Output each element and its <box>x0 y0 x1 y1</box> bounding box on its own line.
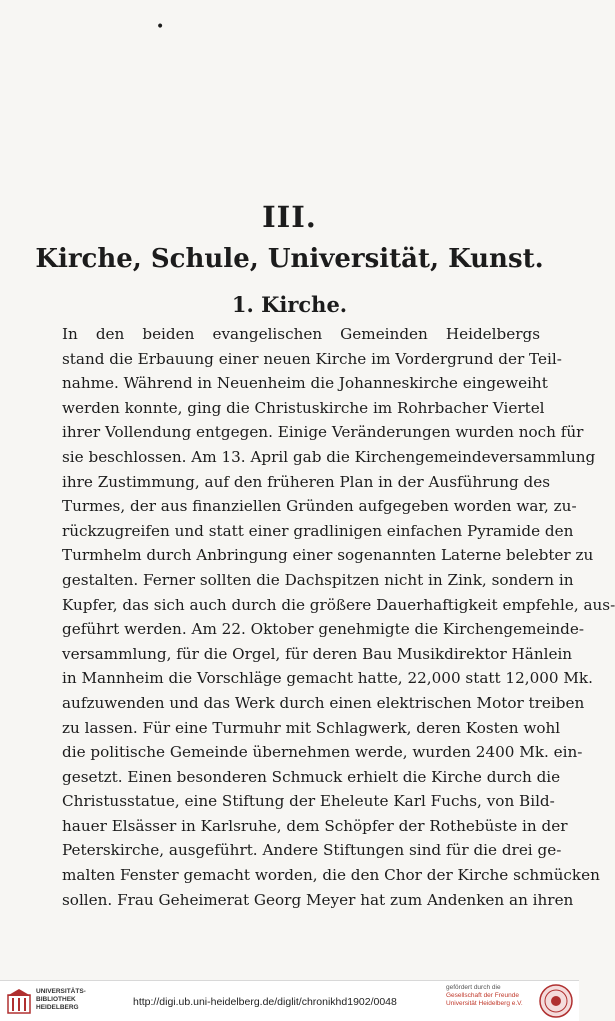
chapter-number: III. <box>262 200 317 234</box>
funding-note <box>446 984 536 1008</box>
text-line: gestalten. Ferner sollten die Dachspitzen nicht in Zink, sondern in <box>62 570 574 589</box>
body-text <box>62 322 615 912</box>
text-line: nahme. Während in Neuenheim die Johanneskirche eingeweiht <box>62 374 548 393</box>
text-line: sie beschlossen. Am 13. April gab die Kirchengemeindeversammlung <box>62 447 596 466</box>
text-line: ihrer Vollendung entgegen. Einige Veränderungen wurden noch für <box>62 423 584 442</box>
print-mark: • <box>156 19 165 35</box>
library-name: UNIVERSITÄTS- BIBLIOTHEK HEIDELBERG <box>36 988 86 1011</box>
text-line: zu lassen. Für eine Turmuhr mit Schlagwerk, deren Kosten wohl <box>62 718 561 737</box>
text-line: geführt werden. Am 22. Oktober genehmigte die Kirchengemeinde- <box>62 620 585 639</box>
text-line: Peterskirche, ausgeführt. Andere Stiftungen sind für die drei ge- <box>62 841 562 860</box>
footer-bar <box>0 980 579 1021</box>
funded-by-label: gefördert durch die <box>446 984 501 991</box>
chapter-title: Kirche, Schule, Universität, Kunst. <box>35 244 544 274</box>
text-line: aufzuwenden und das Werk durch einen elektrischen Motor treiben <box>62 693 585 712</box>
text-line: in Mannheim die Vorschläge gemacht hatte, 22,000 statt 12,000 Mk. <box>62 669 593 688</box>
text-line: gesetzt. Einen besonderen Schmuck erhielt die Kirche durch die <box>62 767 561 786</box>
text-line: malten Fenster gemacht worden, die den Chor der Kirche schmücken <box>62 866 600 885</box>
text-line: Turmhelm durch Anbringung einer sogenannten Laterne belebter zu <box>62 546 594 565</box>
text-line: sollen. Frau Geheimerat Georg Meyer hat zum Andenken an ihren <box>62 890 574 909</box>
source-url-link[interactable]: http://digi.ub.uni-heidelberg.de/diglit/chronikhd1902/0048 <box>133 996 397 1008</box>
text-line: Christusstatue, eine Stiftung der Eheleute Karl Fuchs, von Bild- <box>62 792 555 811</box>
text-line: In den beiden evangelischen Gemeinden Heidelbergs <box>62 325 540 343</box>
text-line: hauer Elsässer in Karlsruhe, dem Schöpfer der Rothebüste in der <box>62 816 568 835</box>
text-line: Kupfer, das sich auch durch die größere Dauerhaftigkeit empfehle, aus- <box>62 595 615 614</box>
text-line: die politische Gemeinde übernehmen werde, wurden 2400 Mk. ein- <box>62 743 583 762</box>
funder-name-line-1: Gesellschaft der Freunde <box>446 992 519 999</box>
text-line: ihre Zustimmung, auf den früheren Plan in der Ausführung des <box>62 472 551 491</box>
text-line: versammlung, für die Orgel, für deren Bau Musikdirektor Hänlein <box>62 644 573 663</box>
text-line: rückzugreifen und statt einer gradlinigen einfachen Pyramide den <box>62 521 574 540</box>
university-seal-icon <box>538 983 574 1019</box>
funder-name-line-2: Universität Heidelberg e.V. <box>446 1000 523 1007</box>
library-logo-icon <box>6 987 32 1015</box>
section-title: 1. Kirche. <box>231 292 348 317</box>
text-line: werden konnte, ging die Christuskirche im Rohrbacher Viertel <box>62 398 545 417</box>
text-line: stand die Erbauung einer neuen Kirche im Vordergrund der Teil- <box>62 349 562 368</box>
text-line: Turmes, der aus finanziellen Gründen aufgegeben worden war, zu- <box>62 497 577 516</box>
